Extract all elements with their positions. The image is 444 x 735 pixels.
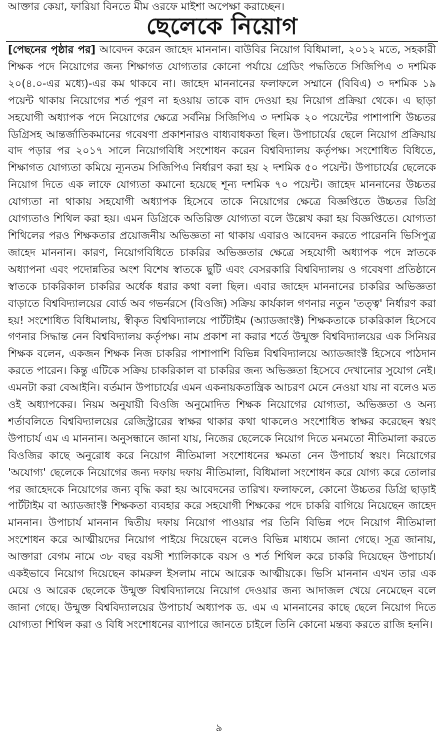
article-headline: ছেলেকে নিয়োগ bbox=[146, 14, 298, 40]
continued-from-label: [পেছনের পৃষ্ঠার পর] bbox=[8, 44, 96, 56]
article-paragraph bbox=[8, 42, 436, 634]
bottom-mark: ৯ bbox=[215, 723, 223, 734]
article-body bbox=[8, 42, 436, 722]
article-text: আবেদন করেন জাহেদ মাননান। বাউবির নিয়োগ বিধিমালা, ২০১২ মতে, সহকারী শিক্ষক পদে নিয়োগের জন্য শিক্ষাগত যোগ্যতার কোনো পর্যায়ে গ্রেডিং পদ্ধতিতে সিজিপিএ ৩ দশমিক ২০(৪.০-এর মধ্যে)-এর কম থাকবে না। জাহেদ মাননানের ফলাফলে সম্মানে (বিবিএ) ৩ দশমিক ১৯ পয়েন্ট থাকায় নিয়োগের শর্ত পূরণ না হওয়ায় তাকে বাদ দেওয়া হয় নিয়োগ প্রক্রিয়া থেকে। এ ছাড়া সহযোগী অধ্যাপক পদে নিয়োগের ক্ষেত্রে সর্বনিম্ন সিজিপিএ ৩ দশমিক ২০ পয়েন্টের পাশাপাশি উচ্চতর ডিগ্রিসহ আন্তর্জাতিকমানের গবেষণা প্রকাশনারও বাধ্যবাধকতা ছিল। উপাচার্যের ছেলে নিয়োগ প্রক্রিয়ায় বাদ পড়ার পর ২০১৭ সালে নিয়োগবিধি সংশোধন করেন বিশ্ববিদ্যালয় কর্তৃপক্ষ। সংশোধিত বিধিতে, শিক্ষাগত যোগ্যতা কমিয়ে ন্যূনতম সিজিপিএ নির্ধারণ করা হয় ২ দশমিক ৫০ পয়েন্ট। উপাচার্যের ছেলেকে নিয়োগ দিতে এক লাফে যোগ্যতা কমানো হয়েছে শূন্য দশমিক ৭০ পয়েন্ট। জাহেদ মাননানের উচ্চতর যোগ্যতা না থাকায় সহযোগী অধ্যাপক হিসেবে তাকে নিয়োগের ক্ষেত্রে বিজ্ঞপ্তিতে উচ্চতর ডিগ্রি যোগ্যতাও শিথিল করা হয়। এমন ডিগ্রিকে অতিরিক্ত যোগ্যতা বলে উল্লেখ করা হয় বিজ্ঞপ্তিতে। যোগ্যতা শিথিলের পরও শিক্ষকতার প্রয়োজনীয় অভিজ্ঞতা না থাকায় এবারও আবেদন করতে পারেননি ভিসিপুত্র জাহেদ মাননান। কারণ, নিয়োগবিধিতে চাকরির অভিজ্ঞতার ক্ষেত্রে সহযোগী অধ্যাপক পদে স্নাতকে অধ্যাপনা এবং পদোন্নতির অংশ বিশেষ স্বাতকে ছুটি এবং বেসরকারি বিশ্ববিদ্যালয় ও গবেষণা প্রতিষ্ঠানে স্বাতকে চাকরিকাল চাকরির অর্ধেক ধরার কথা বলা ছিল। এবার জাহেদ মাননানের চাকরির অভিজ্ঞতা বাড়াতে বিশ্ববিদ্যালয়ের বোর্ড অব গভর্নরসে (বিওজি) সক্রিয় কার্যকাল গণনার নতুন 'তত্ত্ব' নির্ধারণ করা হয়! সংশোধিত বিধিমালায়, স্বীকৃত বিশ্ববিদ্যালয়ে পার্টটাইম (অ্যাডজাংক্ট) শিক্ষকতাকে চাকরিকাল হিসেবে গণনার সিদ্ধান্ত নেন বিশ্ববিদ্যালয় কর্তৃপক্ষ। নাম প্রকাশ না করার শর্তে উন্মুক্ত বিশ্ববিদ্যালয়ের এক সিনিয়র শিক্ষক বলেন, একজন শিক্ষক নিজ চাকরির পাশাপাশি বিভিন্ন বিশ্ববিদ্যালয়ে অ্যাডজাংক্ট হিসেবে পাঠদান করতে পারেন। কিন্তু এটিকে সক্রিয় চাকরিকাল বা চাকরির জন্য অভিজ্ঞতা হিসেবে দেখানোর সুযোগ নেই। এমনটা করা বেআইনি। বর্তমান উপাচার্যের এমন একনায়কতান্ত্রিক আচরণ মেনে নেওয়া যায় না বলেও মত ওই অধ্যাপকের। নিয়ম অনুযায়ী বিওজি অনুমোদিত শিক্ষক নিয়োগের যোগ্যতা, অভিজ্ঞতা ও অন্য শর্তাবলিতে বিশ্ববিদ্যালয়ের রেজিস্ট্রারের স্বাক্ষর থাকার কথা থাকলেও সংশোধিত স্বাক্ষর করেছেন স্বয়ং উপাচার্য এম এ মাননান। অনুসন্ধানে জানা যায়, নিজের ছেলেকে নিয়োগ দিতে মনমতো নীতিমালা করতে বিওজির কাছে অনুরোধ করে নিয়োগ নীতিমালা সংশোধনের ক্ষমতা নেন উপাচার্য স্বয়ং। নিয়োগের 'অযোগ্য' ছেলেকে নিয়োগের জন্য দফায় দফায় নীতিমালা, বিধিমালা সংশোধন করে যোগ্য করে তোলার পর জাহেদকে নিয়োগের জন্য বৃদ্ধি করা হয় আবেদনের তারিখ। ফলাফলে, কোনো উচ্চতর ডিগ্রি ছাড়াই পার্টটাইম বা অ্যাডজাংক্ট শিক্ষকতা ব্যবহার করে সহযোগী শিক্ষকের পদে চাকরি বাগিয়ে নিয়েছেন জাহেদ মাননান। উপাচার্য মাননান দ্বিতীয় দফায় নিয়োগ পাওয়ার পর তিনি বিভিন্ন পদে নিয়োগ নীতিমালা সংশোধন করে আত্মীয়দের নিয়োগ পাইয়ে দিয়েছেন বলেও বিভিন্ন মাধ্যমে জানা গেছে। সূত্র জানায়, আক্তারা বেগম নামে ৩৮ বছর বয়সী শ্যালিকাকে বয়স ও শর্ত শিথিল করে চাকরি দিয়েছেন উপাচার্য। একইভাবে নিয়োগ দিয়েছেন কামরুল ইসলাম নামে আরেক আত্মীয়কে। ভিসি মাননান এখন তার এক মেয়ে ও আরেক ছেলেকে উন্মুক্ত বিশ্ববিদ্যালয়ে নিয়োগ দেওয়ার জন্য আদাজল খেয়ে নেমেছেন বলে জানা গেছে। উন্মুক্ত বিশ্ববিদ্যালয়ের উপাচার্য অধ্যাপক ড. এম এ মাননানের কাছে ছেলে নিয়োগ দিতে যোগ্যতা শিথিল করা ও বিধি সংশোধনের ব্যাপারে জানতে চাইলে তিনি কোনো মন্তব্য করতে রাজি হননি। bbox=[8, 44, 436, 631]
previous-article-tail: আক্তার কেয়া, ফারিয়া বিনতে মীম ওরফে মাইশা অপেক্ষা করাচ্ছেন। bbox=[8, 1, 285, 13]
